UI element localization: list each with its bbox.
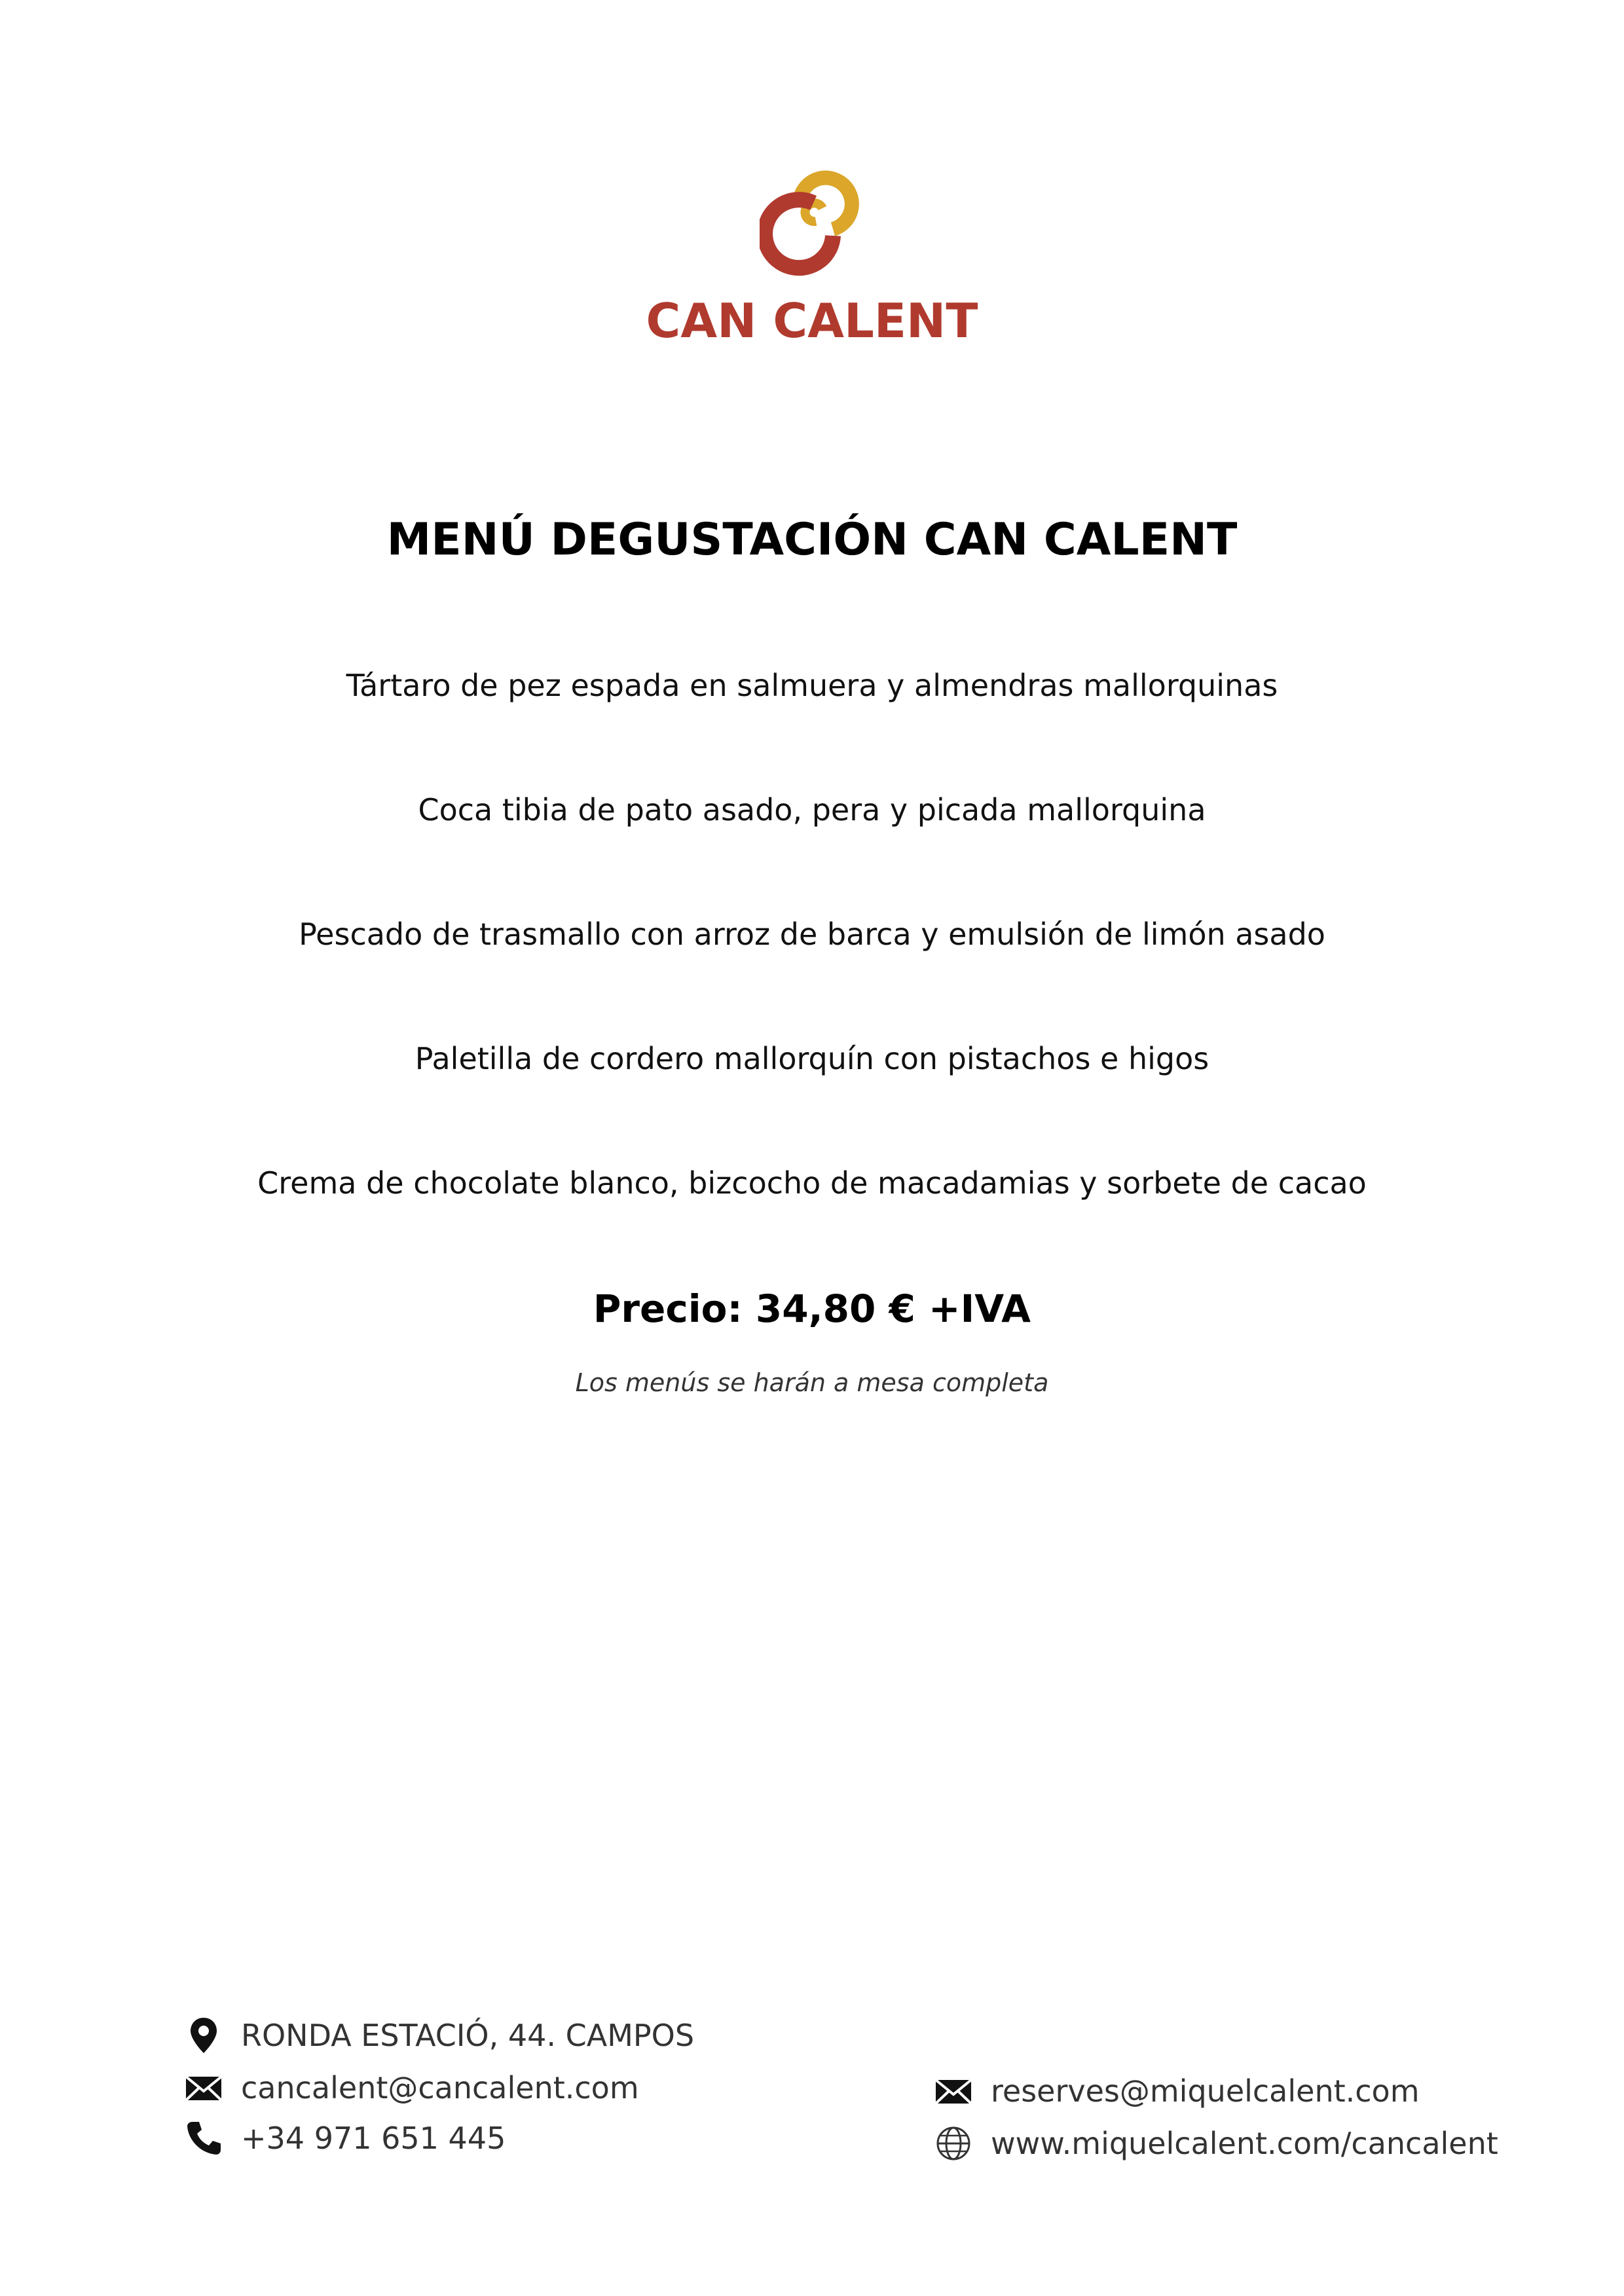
footer-website[interactable] (933, 2123, 1498, 2164)
menu-title: MENÚ DEGUSTACIÓN CAN CALENT (386, 514, 1238, 566)
footer-website-link[interactable]: www.miquelcalent.com/cancalent (991, 2126, 1498, 2161)
dish-item: Coca tibia de pato asado, pera y picada mallorquina (418, 792, 1206, 828)
dish-item: Paletilla de cordero mallorquín con pistachos e higos (415, 1041, 1209, 1076)
envelope-icon (183, 2068, 224, 2108)
footer-reservations-email[interactable] (933, 2071, 1420, 2111)
logo-wordmark: CAN CALENT (646, 293, 978, 348)
dish-item: Pescado de trasmallo con arroz de barca y emulsión de limón asado (299, 917, 1325, 952)
brand-logo (0, 157, 1624, 348)
footer-reservations-email-link[interactable]: reserves@miquelcalent.com (991, 2073, 1420, 2109)
footer-email-link[interactable]: cancalent@cancalent.com (241, 2070, 639, 2105)
location-pin-icon (183, 2015, 224, 2056)
dish-item: Crema de chocolate blanco, bizcocho de macadamias y sorbete de cacao (257, 1165, 1367, 1201)
envelope-icon (933, 2071, 974, 2111)
dish-item: Tártaro de pez espada en salmuera y almendras mallorquinas (346, 668, 1278, 703)
menu-price: Precio: 34,80 € +IVA (593, 1286, 1031, 1331)
footer-phone[interactable] (183, 2118, 506, 2159)
menu-note: Los menús se harán a mesa completa (575, 1368, 1049, 1397)
footer-email[interactable] (183, 2068, 639, 2108)
footer-address-text: RONDA ESTACIÓ, 44. CAMPOS (241, 2018, 695, 2053)
can-calent-logo-mark-icon (760, 157, 864, 282)
globe-icon (933, 2123, 974, 2164)
footer-phone-link[interactable]: +34 971 651 445 (241, 2121, 506, 2156)
footer-address (183, 2015, 694, 2056)
phone-icon (183, 2118, 224, 2159)
